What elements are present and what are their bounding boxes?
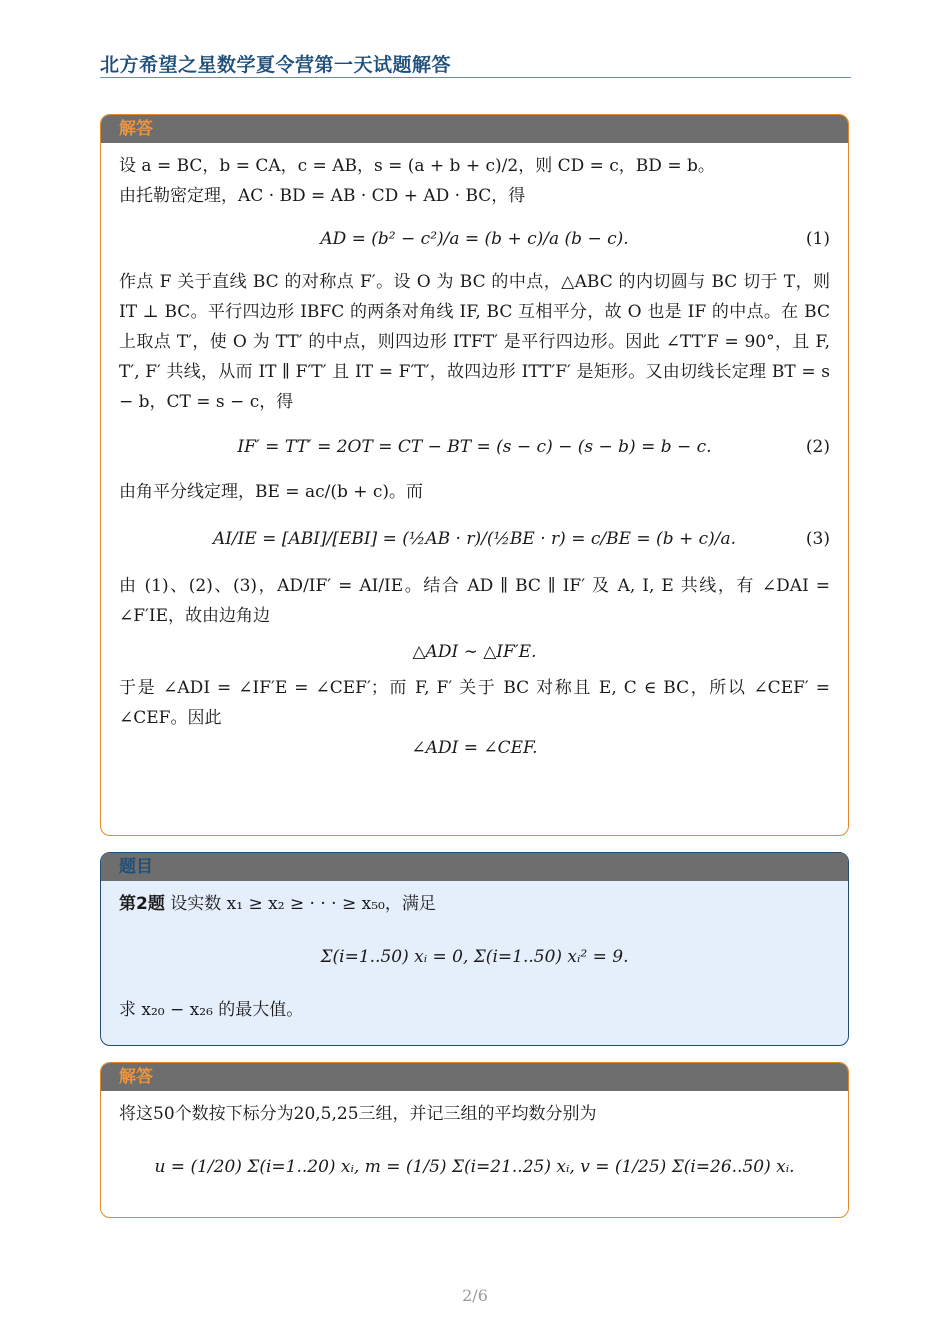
equation-3-number: (3) bbox=[805, 529, 830, 549]
equation-3 bbox=[119, 513, 830, 565]
equation-2-body: IF′ = TT′ = 2OT = CT − BT = (s − c) − (s − b) = b − c. bbox=[237, 437, 712, 457]
solution-box-1 bbox=[100, 114, 849, 836]
solution-label-1: 解答 bbox=[101, 115, 848, 143]
header-rule bbox=[100, 77, 851, 78]
solution1-p6: 于是 ∠ADI = ∠IF′E = ∠CEF′；而 F, F′ 关于 BC 对称且 E, C ∈ BC，所以 ∠CEF′ = ∠CEF。因此 bbox=[119, 678, 830, 728]
solution1-p1: 设 a = BC，b = CA，c = AB，s = (a + b + c)/2，则 CD = c，BD = b。 bbox=[119, 156, 715, 176]
problem-label-2: 题目 bbox=[101, 853, 848, 881]
solution2-equation-body: u = (1/20) Σ(i=1..20) xᵢ, m = (1/5) Σ(i=21..25) xᵢ, v = (1/25) Σ(i=26..50) xᵢ. bbox=[154, 1157, 795, 1177]
solution1-p5: 由 (1)、(2)、(3)，AD/IF′ = AI/IE。结合 AD ∥ BC ∥ IF′ 及 A, I, E 共线，有 ∠DAI = ∠F′IE，故由边角边 bbox=[119, 576, 830, 626]
solution2-p1: 将这50个数按下标分为20,5,25三组，并记三组的平均数分别为 bbox=[119, 1104, 597, 1124]
problem2-equation-body: Σ(i=1..50) xᵢ = 0, Σ(i=1..50) xᵢ² = 9. bbox=[320, 947, 629, 967]
equation-1-body: AD = (b² − c²)/a = (b + c)/a (b − c). bbox=[320, 229, 629, 249]
solution-body-1 bbox=[101, 143, 848, 779]
solution1-p2: 由托勒密定理，AC · BD = AB · CD + AD · BC，得 bbox=[119, 186, 526, 206]
equation-1 bbox=[119, 217, 830, 261]
equation-5-body: ∠ADI = ∠CEF. bbox=[411, 738, 538, 758]
problem-body-2 bbox=[101, 881, 848, 1035]
header-title: 北方希望之星数学夏令营第一天试题解答 bbox=[100, 54, 452, 76]
problem2-statement: 设实数 x₁ ≥ x₂ ≥ · · · ≥ x₅₀，满足 bbox=[170, 894, 436, 914]
page-number: 2/6 bbox=[462, 1286, 488, 1305]
solution1-p4: 由角平分线定理，BE = ac/(b + c)。而 bbox=[119, 482, 424, 502]
problem2-title: 第2题 bbox=[119, 894, 165, 914]
equation-1-number: (1) bbox=[805, 229, 830, 249]
problem2-p2: 求 x₂₀ − x₂₆ 的最大值。 bbox=[119, 1000, 304, 1020]
equation-5 bbox=[119, 733, 830, 763]
solution-label-2: 解答 bbox=[101, 1063, 848, 1091]
problem2-p1 bbox=[119, 889, 830, 919]
equation-4 bbox=[119, 637, 830, 667]
problem-box-2 bbox=[100, 852, 849, 1046]
solution2-equation bbox=[119, 1135, 830, 1199]
equation-2-number: (2) bbox=[805, 437, 830, 457]
equation-3-body: AI/IE = [ABI]/[EBI] = (½AB · r)/(½BE · r) = c/BE = (b + c)/a. bbox=[212, 529, 737, 549]
problem2-equation bbox=[119, 925, 830, 989]
equation-2 bbox=[119, 423, 830, 471]
solution1-p3: 作点 F 关于直线 BC 的对称点 F′。设 O 为 BC 的中点，△ABC 的内切圆与 BC 切于 T，则 IT ⊥ BC。平行四边形 IBFC 的两条对角线 IF, BC 互相平分，故 O 也是 IF 的中点。在 BC 上取点 T′，使 O 为 TT′ 的中点，则四边形 ITFT′ 是平行四边形。因此 ∠TT′F = 90°，且 F, T′, F′ 共线，从而 IT ∥ F′T′ 且 IT = F′T′，故四边形 ITT′F′ 是矩形。又由切线长定理 BT = s − b，CT = s − c，得 bbox=[119, 272, 830, 412]
equation-4-body: △ADI ∼ △IF′E. bbox=[412, 642, 537, 662]
solution-body-2 bbox=[101, 1091, 848, 1215]
solution-box-2 bbox=[100, 1062, 849, 1218]
